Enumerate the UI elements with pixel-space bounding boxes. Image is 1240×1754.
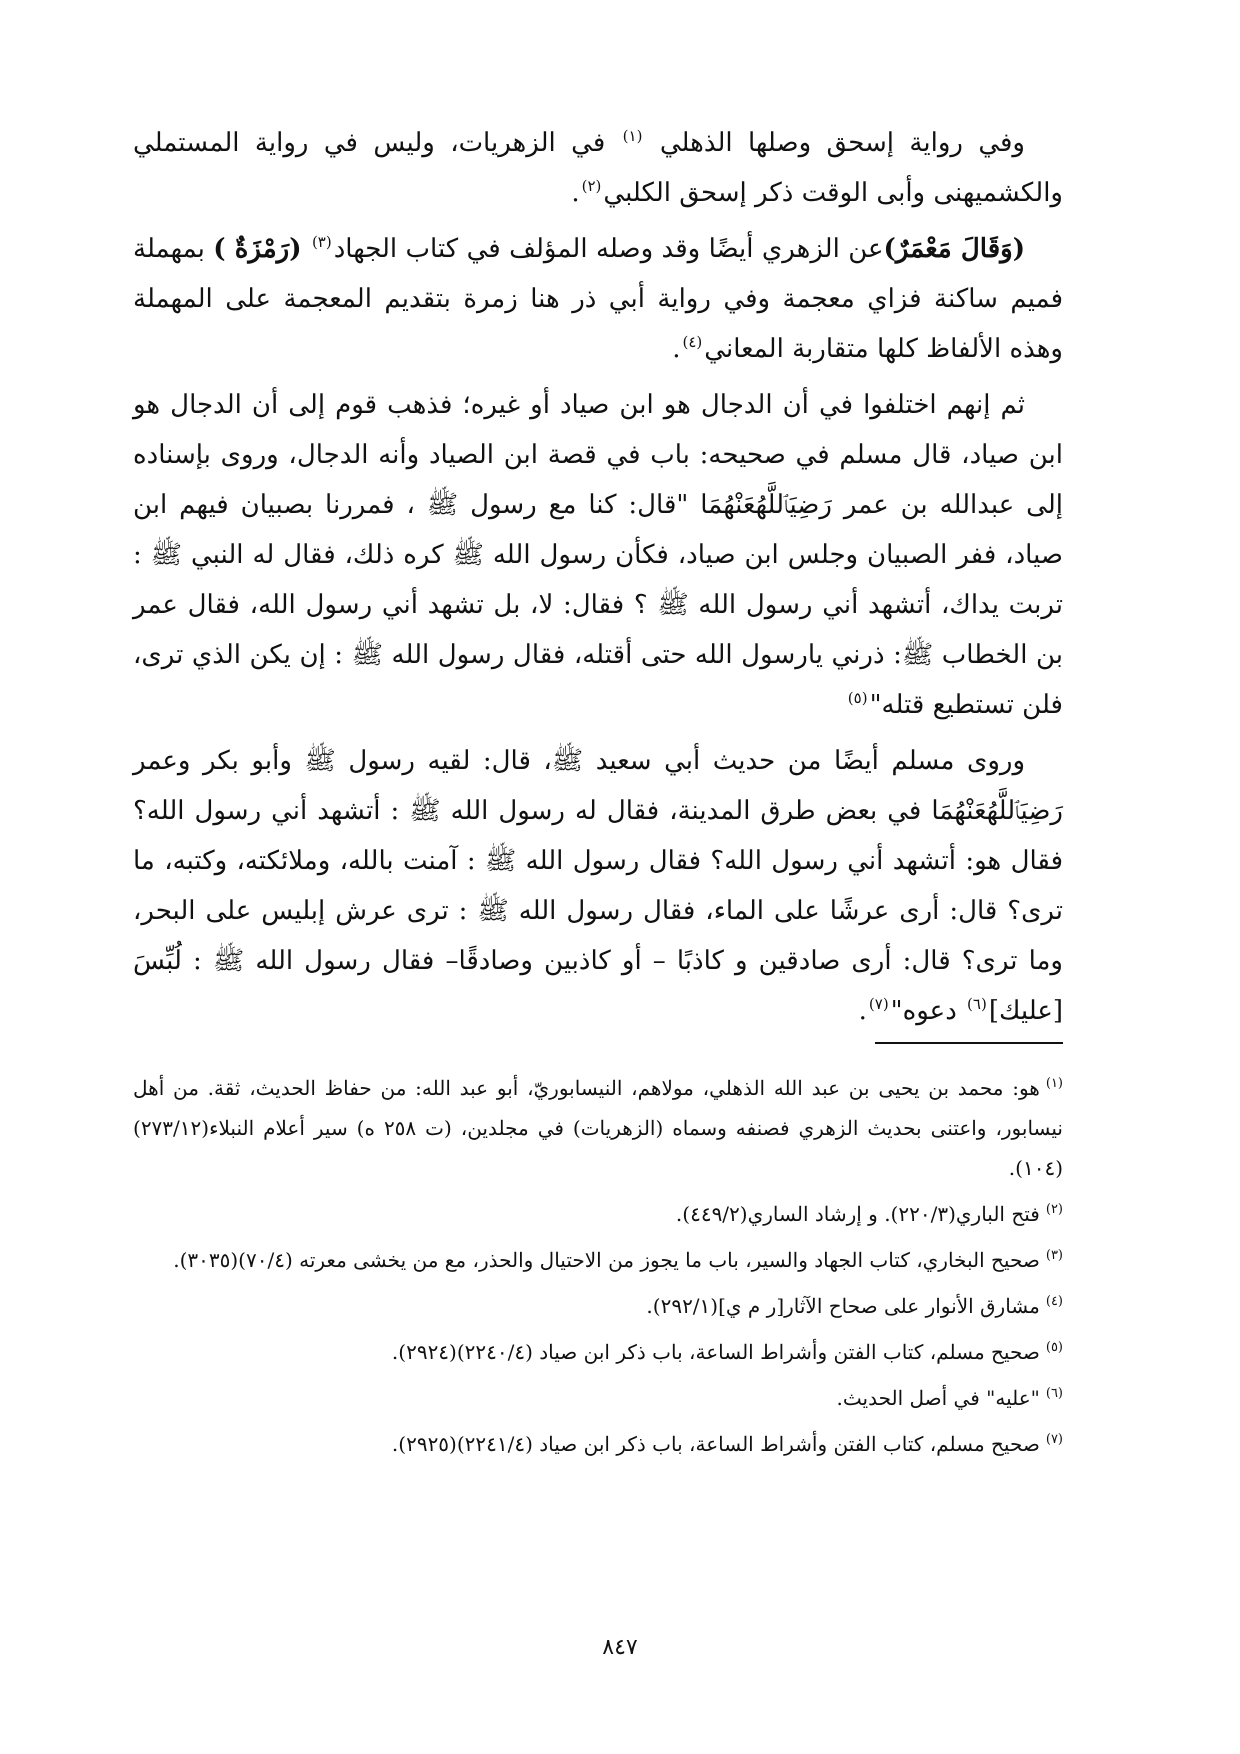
footnote (133, 1194, 1063, 1234)
text-segment: . (571, 178, 580, 208)
footnote-text: صحيح مسلم، كتاب الفتن وأشراط الساعة، باب ذكر ابن صياد (٢٢٤٠/٤)(٢٩٢٤). (391, 1340, 1040, 1364)
footnote-marker: (١) (622, 127, 643, 146)
text-segment: . (858, 996, 867, 1026)
paragraph (133, 224, 1063, 374)
footnote-marker: (٥) (847, 689, 868, 708)
text-segment: دعوه" (890, 996, 966, 1026)
footnote-number: (٣) (1045, 1248, 1063, 1264)
text-segment: . (672, 334, 681, 364)
footnote-text: فتح الباري(٢٢٠/٣). و إرشاد الساري(٤٤٩/٢). (675, 1202, 1040, 1226)
footnote-number: (٧) (1045, 1432, 1063, 1448)
footnote-text: هو: محمد بن يحيى بن عبد الله الذهلي، مولاهم، النيسابوريّ، أبو عبد الله: من حفاظ الحديث، ثقة. من أهل نيسابور، واعتنى بحديث الزهري فصنفه وسماه (الزهريات) في مجلدين، (ت ٢٥٨ ه) سير أعلام النبلاء(٢٧٣/١٢)(١٠٤). (133, 1076, 1063, 1180)
footnote (133, 1424, 1063, 1464)
footnote (133, 1068, 1063, 1188)
footnote-number: (١) (1045, 1076, 1063, 1092)
quoted-phrase: (وَقَالَ مَعْمَرٌ) (883, 234, 1025, 264)
footnotes-section (133, 1068, 1063, 1470)
footnote-text: صحيح مسلم، كتاب الفتن وأشراط الساعة، باب ذكر ابن صياد (٢٢٤١/٤)(٢٩٢٥). (391, 1432, 1040, 1456)
footnote-marker: (٦) (967, 995, 987, 1014)
footnote-marker: (٤) (682, 333, 703, 352)
text-segment: في الزهريات، وليس في رواية المستملي والكشميهنى وأبى الوقت ذكر إسحق الكلبي (133, 128, 1063, 208)
text-segment: عن الزهري أيضًا وقد وصله المؤلف في كتاب الجهاد (333, 234, 884, 264)
footnote-marker: (٧) (868, 995, 889, 1014)
footnote (133, 1378, 1063, 1418)
footnote-number: (٤) (1045, 1294, 1063, 1310)
footnote-number: (٢) (1045, 1202, 1063, 1218)
footnote-marker: (٣) (311, 233, 332, 252)
quoted-phrase: (رَمْزَةٌ ) (213, 234, 302, 264)
footnote (133, 1240, 1063, 1280)
paragraph (133, 736, 1063, 1036)
paragraph (133, 118, 1063, 218)
text-segment: وفي رواية إسحق وصلها الذهلي (644, 128, 1025, 158)
footnote-number: (٥) (1045, 1340, 1063, 1356)
footnote (133, 1286, 1063, 1326)
text-segment: ثم إنهم اختلفوا في أن الدجال هو ابن صياد أو غيره؛ فذهب قوم إلى أن الدجال هو ابن صياد، قال مسلم في صحيحه: باب في قصة ابن الصياد وأنه الدجال، وروى بإسناده إلى عبدالله بن عمر رَضِيَٱللَّهُعَنْهُمَا "قال: كنا مع رسول ﷺ ، فمررنا بصبيان فيهم ابن صياد، ففر الصبيان وجلس ابن صياد، فكأن رسول الله ﷺ كره ذلك، فقال له النبي ﷺ : تربت يداك، أتشهد أني رسول الله ﷺ ؟ فقال: لا، بل تشهد أني رسول الله، فقال عمر بن الخطاب ﷺ: ذرني يارسول الله حتى أقتله، فقال رسول الله ﷺ : إن يكن الذي ترى، فلن تستطيع قتله" (133, 390, 1063, 720)
footnote-divider (875, 1042, 1063, 1044)
page-number: ٨٤٧ (602, 1635, 638, 1660)
footnote-number: (٦) (1045, 1386, 1063, 1402)
footnote-text: صحيح البخاري، كتاب الجهاد والسير، باب ما يجوز من الاحتيال والحذر، مع من يخشى معرته (٧٠/٤)(٣٠٣٥). (173, 1248, 1040, 1272)
footnote-text: "عليه" في أصل الحديث. (836, 1386, 1040, 1410)
main-text-body (133, 118, 1063, 1036)
paragraph (133, 380, 1063, 730)
text-segment (302, 234, 310, 264)
footnote-text: مشارق الأنوار على صحاح الآثار[ر م ي](٢٩٢/١). (646, 1294, 1040, 1318)
footnote-marker: (٢) (581, 177, 602, 196)
footnote (133, 1332, 1063, 1372)
text-segment: وروى مسلم أيضًا من حديث أبي سعيد ﷺ، قال: لقيه رسول ﷺ وأبو بكر وعمر رَضِيَٱللَّهُعَنْهُمَا في بعض طرق المدينة، فقال له رسول الله ﷺ : أتشهد أني رسول الله؟ فقال هو: أتشهد أني رسول الله؟ فقال رسول الله ﷺ : آمنت بالله، وملائكته، وكتبه، ما ترى؟ قال: أرى عرشًا على الماء، فقال رسول الله ﷺ : ترى عرش إبليس على البحر، وما ترى؟ قال: أرى صادقين و كاذبًا – أو كاذبين وصادقًا– فقال رسول الله ﷺ : لُبِّسَ [عليك] (133, 746, 1064, 1026)
text-segment: بمهملة فميم ساكنة فزاي معجمة وفي رواية أبي ذر هنا زمرة بتقديم المعجمة على المهملة وهذه الألفاظ كلها متقاربة المعاني (133, 234, 1063, 364)
